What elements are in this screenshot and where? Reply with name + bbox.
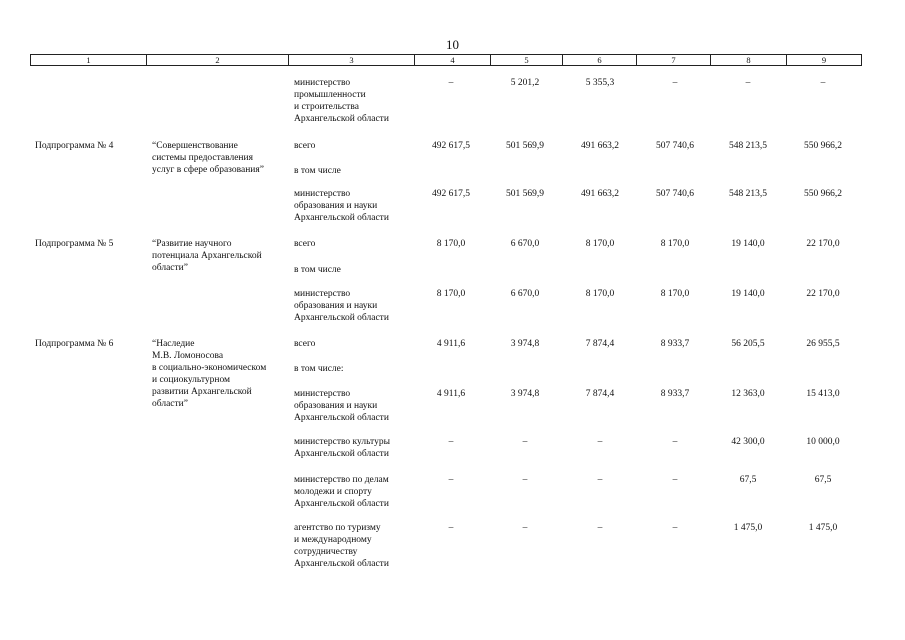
funding-source: всего xyxy=(294,339,316,349)
value-cell-year-8: 548 213,5 xyxy=(729,189,767,199)
column-header-8: 8 xyxy=(710,55,786,66)
value-cell-year-5: 3 974,8 xyxy=(510,389,540,399)
value-cell-year-8: 1 475,0 xyxy=(733,523,763,533)
value-cell-year-4: – xyxy=(448,523,454,533)
funding-source: министерство образования и науки Архангельской области xyxy=(294,289,389,323)
value-cell-year-9: 22 170,0 xyxy=(806,289,840,299)
value-cell-year-4: – xyxy=(448,475,454,485)
value-cell-year-4: 4 911,6 xyxy=(436,339,466,349)
column-header-7: 7 xyxy=(636,55,710,66)
value-cell-year-6: 7 874,4 xyxy=(585,339,615,349)
value-cell-year-6: 8 170,0 xyxy=(585,239,615,249)
value-cell-year-4: 4 911,6 xyxy=(436,389,466,399)
value-cell-year-6: 8 170,0 xyxy=(585,289,615,299)
column-header-2: 2 xyxy=(146,55,288,66)
value-cell-year-5: 6 670,0 xyxy=(510,239,540,249)
value-cell-year-4: – xyxy=(448,437,454,447)
page-number: 10 xyxy=(446,37,459,52)
value-cell-year-9: 550 966,2 xyxy=(804,141,842,151)
funding-source: министерство культуры Архангельской области xyxy=(294,437,390,459)
value-cell-year-6: 491 663,2 xyxy=(581,189,619,199)
value-cell-year-5: – xyxy=(522,523,528,533)
value-cell-year-7: – xyxy=(672,437,678,447)
column-header-4: 4 xyxy=(414,55,490,66)
value-cell-year-8: 42 300,0 xyxy=(731,437,765,447)
value-cell-year-9: 22 170,0 xyxy=(806,239,840,249)
column-header-1: 1 xyxy=(30,55,146,66)
value-cell-year-8: 56 205,5 xyxy=(731,339,765,349)
value-cell-year-7: 8 933,7 xyxy=(660,339,690,349)
funding-source: в том числе xyxy=(294,265,341,275)
column-header-9: 9 xyxy=(786,55,862,66)
value-cell-year-7: 8 170,0 xyxy=(660,239,690,249)
value-cell-year-7: 8 933,7 xyxy=(660,389,690,399)
funding-source: министерство по делам молодежи и спорту Архангельской области xyxy=(294,475,389,509)
value-cell-year-9: 10 000,0 xyxy=(806,437,840,447)
funding-source: министерство образования и науки Архангельской области xyxy=(294,389,389,423)
funding-source: агентство по туризму и международному сотрудничеству Архангельской области xyxy=(294,523,389,569)
value-cell-year-8: 67,5 xyxy=(739,475,757,485)
value-cell-year-5: – xyxy=(522,437,528,447)
value-cell-year-7: – xyxy=(672,475,678,485)
value-cell-year-6: – xyxy=(597,475,603,485)
value-cell-year-8: 12 363,0 xyxy=(731,389,765,399)
value-cell-year-5: 501 569,9 xyxy=(506,141,544,151)
value-cell-year-7: 507 740,6 xyxy=(656,189,694,199)
value-cell-year-5: – xyxy=(522,475,528,485)
value-cell-year-5: 5 201,2 xyxy=(510,78,540,88)
value-cell-year-8: 19 140,0 xyxy=(731,289,765,299)
subprogram-title: “Развитие научного потенциала Архангельской области” xyxy=(152,239,262,273)
value-cell-year-7: – xyxy=(672,523,678,533)
value-cell-year-6: – xyxy=(597,523,603,533)
value-cell-year-9: – xyxy=(820,78,826,88)
value-cell-year-7: 507 740,6 xyxy=(656,141,694,151)
subprogram-title: “Совершенствование системы предоставления услуг в сфере образования” xyxy=(152,141,264,175)
value-cell-year-9: 67,5 xyxy=(814,475,832,485)
value-cell-year-6: 5 355,3 xyxy=(585,78,615,88)
value-cell-year-9: 550 966,2 xyxy=(804,189,842,199)
value-cell-year-4: – xyxy=(448,78,454,88)
subprogram-label: Подпрограмма № 5 xyxy=(35,239,114,249)
value-cell-year-5: 6 670,0 xyxy=(510,289,540,299)
value-cell-year-6: 491 663,2 xyxy=(581,141,619,151)
table-header xyxy=(30,54,862,66)
value-cell-year-7: – xyxy=(672,78,678,88)
value-cell-year-4: 492 617,5 xyxy=(432,189,470,199)
column-header-6: 6 xyxy=(562,55,636,66)
value-cell-year-5: 3 974,8 xyxy=(510,339,540,349)
subprogram-label: Подпрограмма № 6 xyxy=(35,339,114,349)
value-cell-year-6: – xyxy=(597,437,603,447)
value-cell-year-8: – xyxy=(745,78,751,88)
value-cell-year-9: 1 475,0 xyxy=(808,523,838,533)
subprogram-label: Подпрограмма № 4 xyxy=(35,141,114,151)
value-cell-year-4: 8 170,0 xyxy=(436,289,466,299)
value-cell-year-9: 15 413,0 xyxy=(806,389,840,399)
column-header-5: 5 xyxy=(490,55,562,66)
value-cell-year-7: 8 170,0 xyxy=(660,289,690,299)
funding-source: министерство образования и науки Архангельской области xyxy=(294,189,389,223)
value-cell-year-9: 26 955,5 xyxy=(806,339,840,349)
value-cell-year-5: 501 569,9 xyxy=(506,189,544,199)
funding-source: всего xyxy=(294,239,316,249)
value-cell-year-4: 8 170,0 xyxy=(436,239,466,249)
subprogram-title: “Наследие М.В. Ломоносова в социально-экономическом и социокультурном развитии Архангельской области” xyxy=(152,339,267,409)
value-cell-year-8: 19 140,0 xyxy=(731,239,765,249)
funding-source: в том числе: xyxy=(294,364,344,374)
column-header-3: 3 xyxy=(288,55,414,66)
funding-source: в том числе xyxy=(294,166,341,176)
value-cell-year-8: 548 213,5 xyxy=(729,141,767,151)
funding-source: министерство промышленности и строительства Архангельской области xyxy=(294,78,389,124)
funding-source: всего xyxy=(294,141,316,151)
value-cell-year-4: 492 617,5 xyxy=(432,141,470,151)
value-cell-year-6: 7 874,4 xyxy=(585,389,615,399)
